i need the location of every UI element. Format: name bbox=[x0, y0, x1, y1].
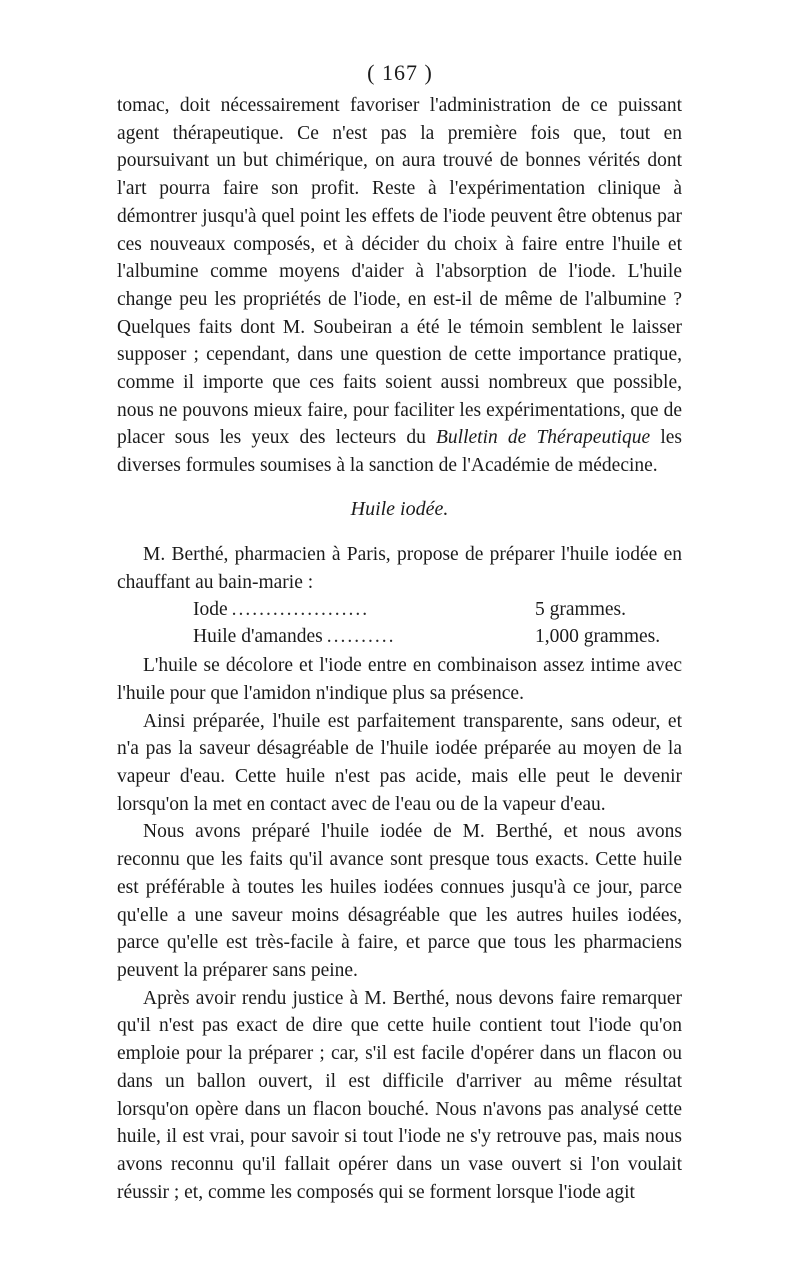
ingredient-row bbox=[193, 623, 683, 650]
ingredient-name: Iode bbox=[193, 599, 228, 621]
section-heading: Huile iodée. bbox=[350, 497, 449, 520]
paragraph-evaluation: Nous avons préparé l'huile iodée de M. Berthé, et nous avons reconnu que les faits qu'il avance sont presque tous exacts. Cette huile est préférable à toutes les huiles iodées connues jusqu'à ce jour, parce qu'elle a une saveur moins désagréable que les autres huiles iodées, parce qu'elle est très-facile à faire, et parce que tous les pharmaciens peuvent la préparer sans peine. bbox=[117, 821, 682, 981]
paragraph-properties: Ainsi préparée, l'huile est parfaitement transparente, sans odeur, et n'a pas la saveur désagréable de l'huile iodée préparée au moyen de la vapeur d'eau. Cette huile n'est pas acide, mais elle peut le devenir lorsqu'on la met en contact avec de l'eau ou de la vapeur d'eau. bbox=[117, 710, 682, 815]
paragraph-decoloration: L'huile se décolore et l'iode entre en combinaison assez intime avec l'huile pour que l'amidon n'indique plus sa présence. bbox=[117, 655, 682, 704]
ingredient-quantity: 1,000 grammes. bbox=[535, 626, 661, 648]
body-text bbox=[117, 92, 682, 1206]
page-number: ( 167 ) bbox=[367, 60, 433, 85]
paragraph-remark: Après avoir rendu justice à M. Berthé, nous devons faire remarquer qu'il n'est pas exact de dire que cette huile contient tout l'iode qu'on emploie pour la préparer ; car, s'il est facile d'opérer dans un flacon ou dans un ballon ouvert, il est difficile d'arriver au même résultat lorsqu'on opère dans un flacon bouché. Nous n'avons pas analysé cette huile, il est vrai, pour savoir si tout l'iode ne s'y retrouve pas, mais nous avons reconnu qu'il fallait opérer dans un vase ouvert si l'on voulait réussir ; et, comme les composés qui se forment lorsque l'iode agit bbox=[117, 987, 682, 1203]
paragraph-intro-end: les diverses formules soumises à la sanction de l'Académie de médecine. bbox=[117, 427, 683, 477]
leader-dots: .................... bbox=[231, 599, 370, 621]
ingredient-name: Huile d'amandes bbox=[193, 626, 323, 648]
paragraph-intro bbox=[117, 92, 682, 480]
paragraph-intro-text: tomac, doit nécessairement favoriser l'administration de ce puissant agent thérapeutique. Ce n'est pas la première fois que, tout en poursuivant un but chimérique, on aura trouvé de bonnes vérités dont l'art pourra faire son profit. Reste à l'expérimentation clinique à démontrer jusqu'à quel point les effets de l'iode peuvent être obtenus par ces nouveaux composés, et à décider du choix à faire entre l'huile et l'albumine comme moyens d'aider à l'absorption de l'iode. L'huile change peu les propriétés de l'iode, en est-il de même de l'albumine ? Quelques faits dont M. Soubeiran a été le témoin semblent le laisser supposer ; cependant, dans une question de cette importance pratique, comme il importe que ces faits soient aussi nombreux que possible, nous ne pouvons mieux faire, pour faciliter les expérimentations, que de placer sous les yeux des lecteurs du bbox=[117, 95, 682, 449]
paragraph-recipe-intro: M. Berthé, pharmacien à Paris, propose de préparer l'huile iodée en chauffant au bain-marie : bbox=[117, 543, 682, 593]
journal-title: Bulletin de Thérapeutique bbox=[436, 427, 651, 449]
ingredient-row bbox=[193, 596, 683, 623]
leader-dots: .......... bbox=[326, 626, 396, 648]
ingredient-quantity: 5 grammes. bbox=[535, 599, 626, 621]
ingredient-list bbox=[193, 596, 683, 650]
